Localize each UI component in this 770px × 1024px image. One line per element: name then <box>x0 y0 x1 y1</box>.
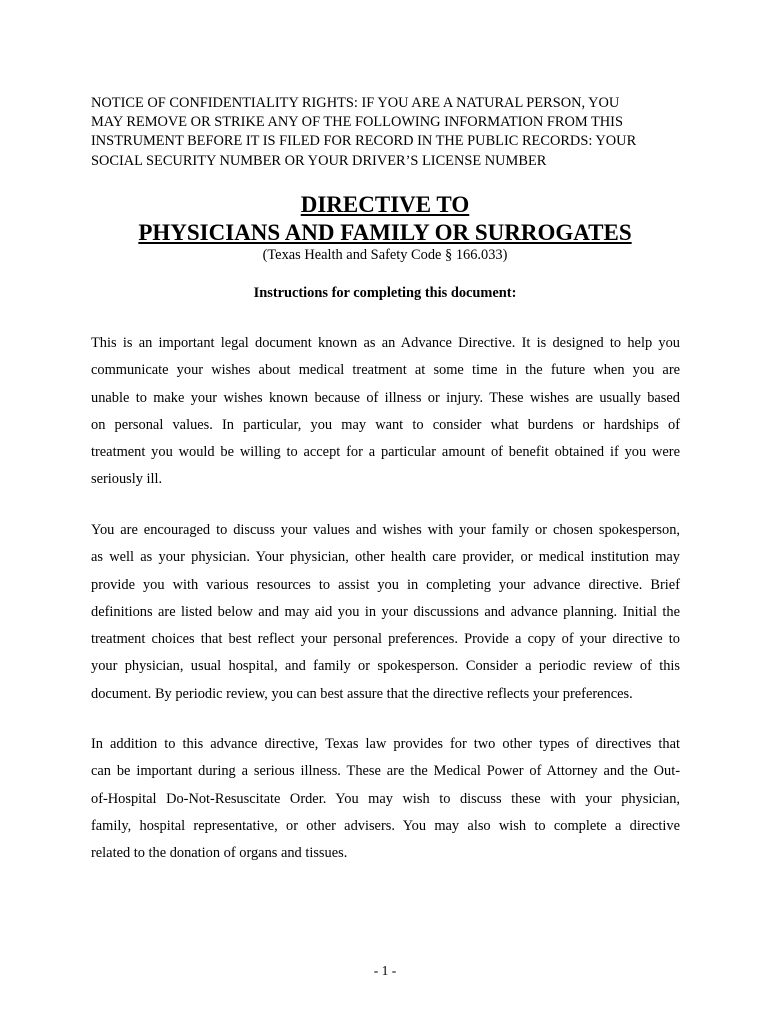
title-line-2: PHYSICIANS AND FAMILY OR SURROGATES <box>138 220 632 245</box>
paragraph-line: definitions are listed below and may aid you in your discussions and advance planning. Initial the <box>91 603 680 620</box>
paragraph-line: of-Hospital Do-Not-Resuscitate Order. You may wish to discuss these with your physician, <box>91 790 680 807</box>
paragraph-line: seriously ill. <box>91 471 163 488</box>
paragraph-line: In addition to this advance directive, Texas law provides for two other types of directives that <box>91 736 680 752</box>
statute-citation: (Texas Health and Safety Code § 166.033) <box>262 247 508 263</box>
page-number: - 1 - <box>373 963 397 978</box>
notice-line: SOCIAL SECURITY NUMBER OR YOUR DRIVER’S LICENSE NUMBER <box>91 152 547 169</box>
paragraph-line: treatment you would be willing to accept for a particular amount of benefit obtained if you were <box>91 444 680 461</box>
confidentiality-notice <box>91 94 691 171</box>
paragraph-other-directives <box>91 731 680 867</box>
paragraph-line: communicate your wishes about medical treatment at some time in the future when you are <box>91 362 680 379</box>
paragraph-line: You are encouraged to discuss your values and wishes with your family or chosen spokesperson, <box>91 522 680 538</box>
notice-line: INSTRUMENT BEFORE IT IS FILED FOR RECORD IN THE PUBLIC RECORDS: YOUR <box>91 133 637 150</box>
title-line-1: DIRECTIVE TO <box>300 192 470 217</box>
paragraph-line: on personal values. In particular, you may want to consider what burdens or hardships of <box>91 416 680 433</box>
paragraph-line: your physician, usual hospital, and family or spokesperson. Consider a periodic review of this <box>91 658 680 675</box>
paragraph-line: related to the donation of organs and tissues. <box>91 845 348 862</box>
paragraph-advance-directive-intro <box>91 330 680 494</box>
notice-line: MAY REMOVE OR STRIKE ANY OF THE FOLLOWING INFORMATION FROM THIS <box>91 114 623 131</box>
instructions-heading: Instructions for completing this document: <box>253 285 517 301</box>
paragraph-line: unable to make your wishes known because of illness or injury. These wishes are usually based <box>91 389 680 406</box>
paragraph-line: treatment choices that best reflect your personal preferences. Provide a copy of your directive to <box>91 631 680 648</box>
document-title <box>0 191 770 247</box>
paragraph-line: provide you with various resources to assist you in completing your advance directive. Brief <box>91 576 680 593</box>
paragraph-line: family, hospital representative, or other advisers. You may also wish to complete a directive <box>91 817 680 834</box>
paragraph-line: This is an important legal document known as an Advance Directive. It is designed to help you <box>91 335 680 351</box>
paragraph-line: as well as your physician. Your physician, other health care provider, or medical institution may <box>91 549 680 566</box>
paragraph-line: document. By periodic review, you can best assure that the directive reflects your preferences. <box>91 685 633 702</box>
notice-line: NOTICE OF CONFIDENTIALITY RIGHTS: IF YOU ARE A NATURAL PERSON, YOU <box>91 95 620 111</box>
paragraph-line: can be important during a serious illness. These are the Medical Power of Attorney and the Out- <box>91 763 680 780</box>
paragraph-discuss-values <box>91 517 680 708</box>
